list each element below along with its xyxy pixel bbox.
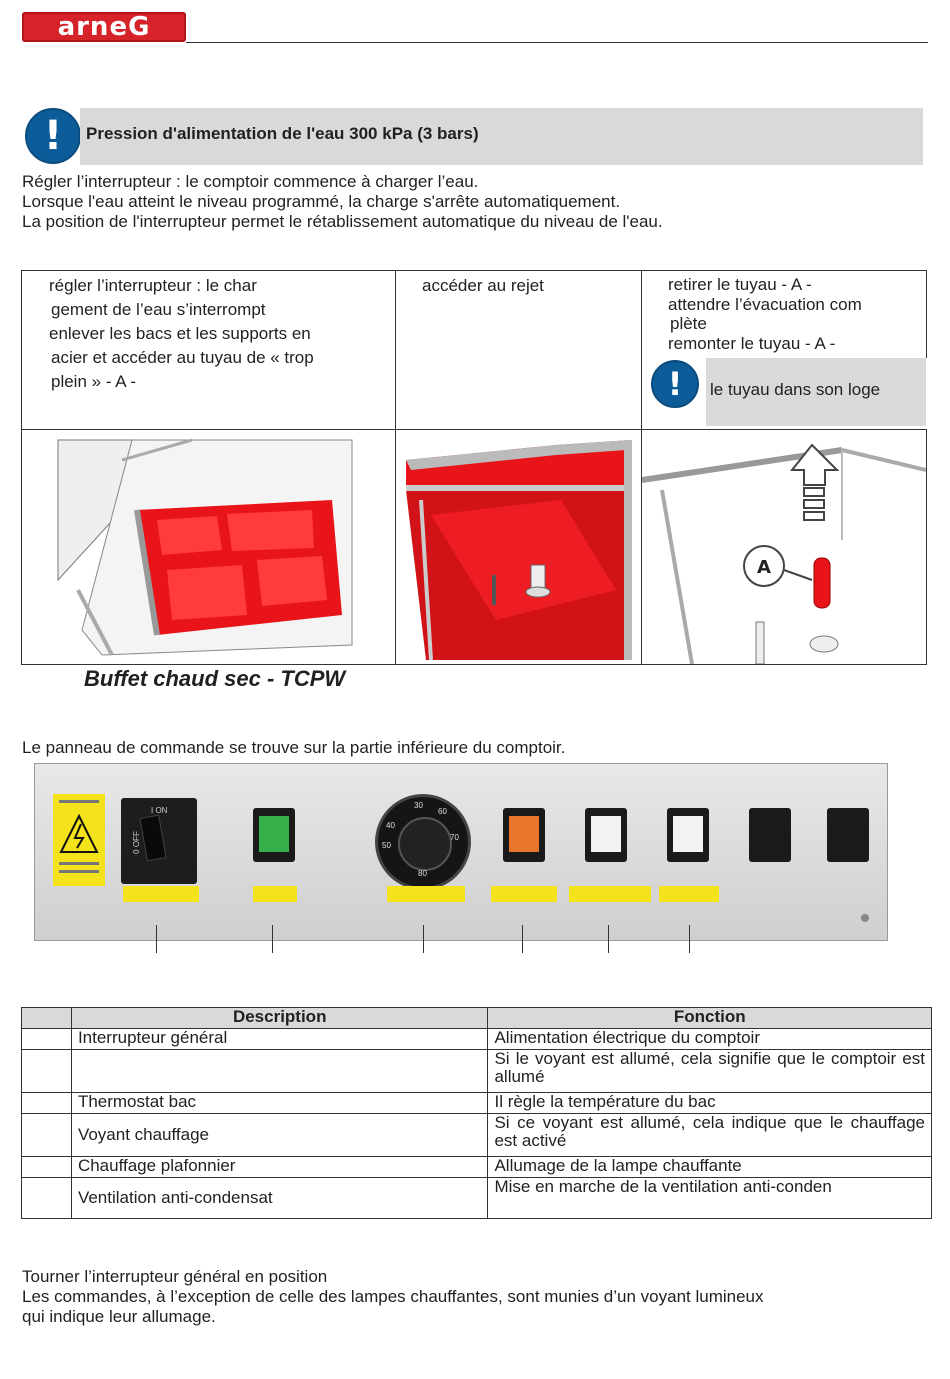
main-switch[interactable] [121, 798, 197, 884]
lamp-switch-label [569, 886, 651, 902]
orange-lamp-icon [509, 816, 539, 852]
note-text: le tuyau dans son loge [710, 380, 881, 399]
trays-illustration [22, 430, 394, 664]
table-row [22, 1029, 932, 1050]
section-title: Buffet chaud sec - TCPW [84, 666, 346, 691]
footer-line-3: qui indique leur allumage. [22, 1307, 216, 1326]
hose-illustration [642, 430, 926, 664]
step-3-line: retirer le tuyau - A - [668, 275, 812, 294]
step-3-line: plète [670, 314, 707, 333]
grid-bottom [21, 664, 927, 665]
table-header-row [22, 1008, 932, 1029]
table-cell [22, 1029, 72, 1050]
fan-switch-label [659, 886, 719, 902]
step-1-line: plein » - A - [51, 372, 137, 391]
step-1-line: enlever les bacs et les supports en [49, 324, 311, 343]
switch-on-label: I ON [151, 806, 168, 815]
pointer-line [522, 925, 523, 953]
table-cell: Voyant chauffage [71, 1114, 488, 1157]
table-cell: Il règle la température du bac [488, 1093, 932, 1114]
green-lamp-icon [259, 816, 289, 852]
panel-intro: Le panneau de commande se trouve sur la partie inférieure du comptoir. [22, 738, 566, 757]
step-3-line: attendre l’évacuation com [668, 294, 862, 314]
table-cell [22, 1114, 72, 1157]
control-panel [34, 763, 888, 941]
header-rule [186, 42, 928, 43]
switch-lever[interactable] [139, 815, 166, 862]
exclamation-icon: ! [651, 360, 699, 408]
grid-right-bottom [926, 429, 927, 665]
table-row [22, 1050, 932, 1093]
table-cell: Chauffage plafonnier [71, 1157, 488, 1178]
dial-tick: 60 [438, 807, 447, 816]
table-cell: Si le voyant est allumé, cela signifie que le comptoir est allumé [488, 1050, 932, 1093]
table-cell: Thermostat bac [71, 1093, 488, 1114]
power-indicator-label [253, 886, 297, 902]
pointer-line [423, 925, 424, 953]
footer-line-1: Tourner l’interrupteur général en position [22, 1267, 328, 1286]
table-header-cell [22, 1008, 72, 1029]
pointer-line [608, 925, 609, 953]
table-cell: Interrupteur général [71, 1029, 488, 1050]
dial-tick: 30 [414, 801, 423, 810]
thermostat-label [387, 886, 465, 902]
dial-tick: 70 [450, 833, 459, 842]
table-cell [22, 1050, 72, 1093]
white-rocker-icon [591, 816, 621, 852]
pointer-line [156, 925, 157, 953]
step-1-line: acier et accéder au tuyau de « trop [51, 348, 314, 367]
step-3-text [668, 275, 862, 353]
table-cell: Mise en marche de la ventilation anti-conden [488, 1178, 932, 1219]
intro-line-1: Régler l’interrupteur : le comptoir commence à charger l’eau. [22, 172, 479, 191]
screw-icon [861, 914, 869, 922]
thermostat-dial[interactable] [375, 794, 471, 890]
table-cell: Ventilation anti-condensat [71, 1178, 488, 1219]
table-row [22, 1114, 932, 1157]
dial-tick: 80 [418, 869, 427, 878]
step-1-line: gement de l’eau s’interrompt [51, 300, 266, 319]
intro-line-2: Lorsque l'eau atteint le niveau programmé, la charge s'arrête automatiquement. [22, 192, 621, 211]
lamp-switch[interactable] [585, 808, 627, 862]
step-1-text [49, 274, 389, 394]
power-indicator [253, 808, 295, 862]
controls-table [21, 1007, 932, 1219]
grid-top [21, 270, 927, 271]
table-cell: Alimentation électrique du comptoir [488, 1029, 932, 1050]
main-switch-label [123, 886, 199, 902]
dial-tick: 40 [386, 821, 395, 830]
switch-off-label: 0 OFF [131, 831, 141, 854]
pointer-line [689, 925, 690, 953]
table-row [22, 1178, 932, 1219]
dial-knob[interactable] [398, 817, 452, 871]
table-row [22, 1157, 932, 1178]
table-cell: Allumage de la lampe chauffante [488, 1157, 932, 1178]
grid-right-top [926, 270, 927, 358]
warning-title: Pression d'alimentation de l'eau 300 kPa (3 bars) [86, 124, 479, 143]
callout-a-label: A [757, 557, 771, 578]
table-cell [22, 1178, 72, 1219]
tank-illustration [396, 430, 640, 664]
table-header-cell: Description [71, 1008, 488, 1029]
table-row [22, 1093, 932, 1114]
fan-switch[interactable] [667, 808, 709, 862]
step-1-line: régler l’interrupteur : le char [49, 276, 257, 295]
heating-indicator [503, 808, 545, 862]
hazard-label [53, 794, 105, 886]
blank-switch[interactable] [749, 808, 791, 862]
heating-label [491, 886, 557, 902]
arneg-logo: arneG [22, 12, 186, 42]
step-3-line: remonter le tuyau - A - [668, 333, 836, 353]
step-2-text: accéder au rejet [422, 276, 544, 295]
table-cell: Si ce voyant est allumé, cela indique que le chauffage est activé [488, 1114, 932, 1157]
table-cell [71, 1050, 488, 1093]
blank-switch[interactable] [827, 808, 869, 862]
dial-tick: 50 [382, 841, 391, 850]
table-cell [22, 1093, 72, 1114]
footer-line-2: Les commandes, à l’exception de celle des lampes chauffantes, sont munies d’un voyant lumineux [22, 1287, 764, 1306]
intro-line-3: La position de l'interrupteur permet le rétablissement automatique du niveau de l'eau. [22, 212, 663, 231]
exclamation-icon: ! [25, 108, 81, 164]
table-header-cell: Fonction [488, 1008, 932, 1029]
table-cell [22, 1157, 72, 1178]
pointer-line [272, 925, 273, 953]
white-rocker-icon [673, 816, 703, 852]
